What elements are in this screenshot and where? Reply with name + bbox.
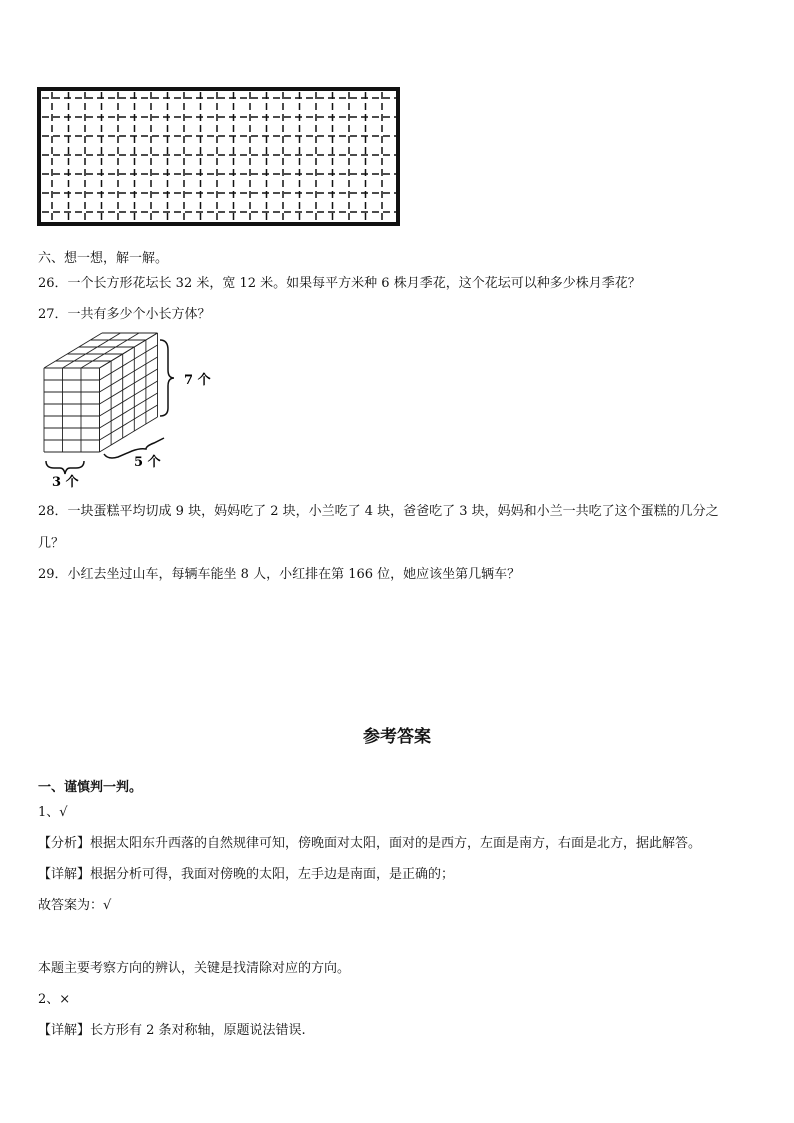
answers-section-heading: 一、谨慎判一判。 [38, 780, 143, 795]
label-width-count: 3 个 [52, 475, 79, 488]
question-27: 27．一共有多少个小长方体？ [38, 307, 211, 322]
answer-1-detail: 【详解】根据分析可得，我面对傍晚的太阳，左手边是南面，是正确的； [38, 867, 455, 882]
question-28-line2: 几？ [38, 536, 65, 551]
question-28-line1: 28．一块蛋糕平均切成 9 块，妈妈吃了 2 块，小兰吃了 4 块，爸爸吃了 3 块，妈妈和小兰一共吃了这个蛋糕的几分之 [38, 504, 719, 519]
answer-1-note: 本题主要考察方向的辨认，关键是找清除对应的方向。 [38, 961, 351, 976]
section-heading-6: 六、想一想，解一解。 [38, 251, 169, 266]
height-brace [160, 340, 174, 416]
question-29: 29．小红去坐过山车，每辆车能坐 8 人，小红排在第 166 位，她应该坐第几辆车？ [38, 567, 521, 582]
answer-2-detail: 【详解】长方形有 2 条对称轴，原题说法错误. [38, 1023, 306, 1038]
answer-1-analysis: 【分析】根据太阳东升西落的自然规律可知，傍晚面对太阳，面对的是西方，左面是南方，右面是北方，据此解答。 [38, 836, 702, 851]
cuboid-top-edge [81, 333, 139, 368]
grid-paper-figure [36, 86, 402, 228]
question-26: 26．一个长方形花坛长 32 米，宽 12 米。如果每平方米种 6 株月季花，这个花坛可以种多少株月季花？ [38, 276, 641, 291]
label-depth-count: 5 个 [134, 455, 161, 470]
cuboid-top-edge [44, 333, 102, 368]
answer-1-final: 故答案为：√ [38, 898, 112, 913]
answer-2-mark: 2、× [38, 992, 71, 1007]
answers-title: 参考答案 [363, 727, 431, 747]
answer-1-mark: 1、√ [38, 805, 68, 820]
cuboid-figure [36, 328, 226, 488]
width-brace [46, 461, 84, 474]
grid-paper-border [39, 89, 398, 224]
label-height-count: 7 个 [184, 373, 211, 388]
cuboid-top-edge [63, 333, 121, 368]
